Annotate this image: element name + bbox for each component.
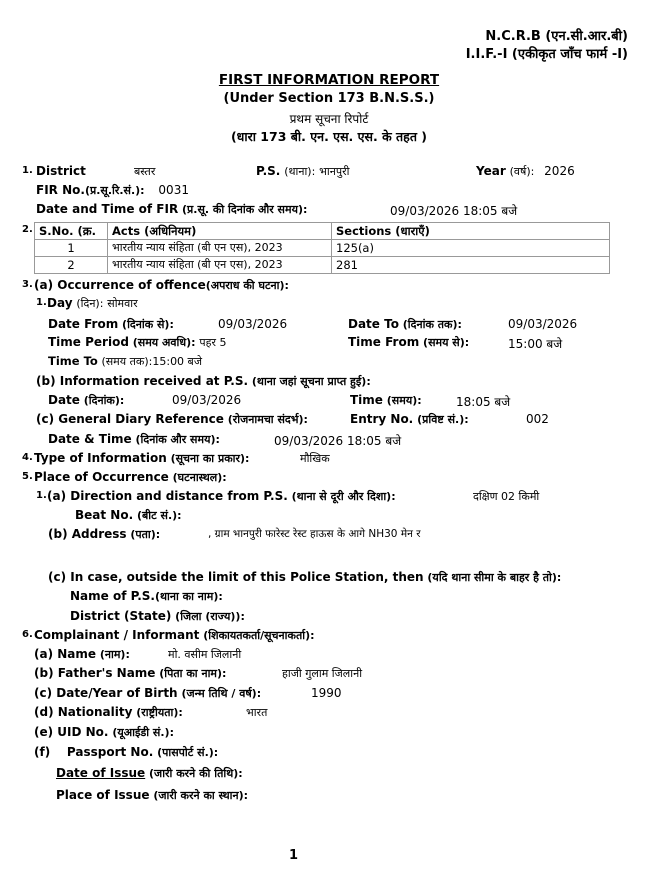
fir-datetime-field [36,202,307,217]
gd-datetime-value: 09/03/2026 18:05 बजे [274,434,402,448]
father-name-field [34,666,226,681]
beat-no-label: Beat No. [75,508,134,522]
dob-field [34,686,261,701]
time-period-value: पहर 5 [199,336,227,349]
received-date-field [48,393,124,408]
place-label: Place of Occurrence [34,470,169,484]
outside-limit-label: (c) In case, outside the limit of this Police Station, then [48,570,424,584]
passport-label: (f) Passport No. [34,745,154,759]
district-state-label-hindi: (जिला (राज्य)): [175,610,245,623]
uid-label-hindi: (यूआईडी सं.): [112,726,174,739]
date-from-label: Date From [48,317,119,331]
complainant-label: Complainant / Informant [34,628,200,642]
fir-datetime-label: Date and Time of FIR [36,202,179,216]
complainant-name-label: (a) Name [34,647,97,661]
gd-reference-label: (c) General Diary Reference [36,412,224,426]
address-label: (b) Address [48,527,127,541]
day-value: सोमवार [107,297,138,310]
sno-cell: 2 [35,257,108,274]
time-to-field [48,354,202,369]
gd-datetime-label: Date & Time [48,432,132,446]
entry-no-label-hindi: (प्रविष्ट सं.): [417,413,469,426]
district-state-field [70,609,245,624]
received-time-field [350,393,422,408]
ps-name-field [70,589,223,604]
place-heading [34,470,227,485]
fir-label: FIR No. [36,183,85,197]
complainant-name-label-hindi: (नाम): [99,648,130,661]
district-value: बस्तर [134,165,156,178]
entry-no-field [350,412,469,427]
received-date-label-hindi: (दिनांक): [83,394,125,407]
received-date-value: 09/03/2026 [172,393,242,407]
place-subnumber: 1. [36,490,47,501]
time-to-value: 15:00 बजे [152,355,202,368]
day-label-hindi: (दिन): [76,297,104,310]
district-state-label: District (State) [70,609,172,623]
place-label-hindi: (घटनास्थल): [172,471,227,484]
date-to-label: Date To [348,317,399,331]
section-4-number: 4. [22,452,33,463]
date-to-field [348,317,462,332]
fir-value: 0031 [158,183,189,197]
fir-label-hindi: (प्र.सू.रि.सं.): [84,184,145,197]
address-label-hindi: (पता): [130,528,161,541]
report-title-hindi: प्रथम सूचना रिपोर्ट [289,112,369,126]
time-period-label: Time Period [48,335,129,349]
time-period-label-hindi: (समय अवधि): [132,336,196,349]
complainant-name-value: मो. वसीम जिलानी [168,648,242,661]
gd-datetime-field [48,432,220,447]
dob-label-hindi: (जन्म तिथि / वर्ष): [181,687,262,700]
date-from-label-hindi: (दिनांक से): [122,318,174,331]
issue-place-label: Place of Issue [56,788,150,802]
occurrence-label: (a) Occurrence of offence [34,278,206,292]
day-field [47,296,138,311]
time-to-label-hindi: (समय तक): [101,355,153,368]
uid-field [34,725,174,740]
issue-date-field [56,766,243,781]
received-time-label: Time [350,393,383,407]
report-section-hindi: (धारा 173 बी. एन. एस. एस. के तहत ) [230,129,428,144]
direction-field [47,489,396,504]
info-type-value: मौखिक [300,452,330,465]
issue-place-label-hindi: (जारी करने का स्थान): [153,789,249,802]
sno-header: S.No. (क्र. [35,223,108,240]
acts-header: Acts (अधिनियम) [108,223,332,240]
dob-value: 1990 [311,686,342,700]
year-label: Year [476,164,506,178]
section-cell: 125(a) [332,240,610,257]
info-type-field [34,451,249,466]
uid-label: (e) UID No. [34,725,109,739]
time-from-label-hindi: (समय से): [423,336,470,349]
fir-number-field [36,183,189,198]
date-to-label-hindi: (दिनांक तक): [402,318,462,331]
table-row [35,240,610,257]
time-from-label: Time From [348,335,420,349]
entry-no-value: 002 [526,412,549,426]
direction-label: (a) Direction and distance from P.S. [47,489,288,503]
section-3-number: 3. [22,279,33,290]
occurrence-label-hindi: (अपराध की घटना): [205,279,289,292]
section-5-number: 5. [22,471,33,482]
info-type-label: Type of Information [34,451,167,465]
beat-no-field [75,508,182,523]
ps-label-hindi: (थाना): [284,165,316,178]
passport-label-hindi: (पासपोर्ट सं.): [157,746,219,759]
act-cell: भारतीय न्याय संहिता (बी एन एस), 2023 [108,240,332,257]
received-time-value: 18:05 बजे [456,395,511,409]
dob-label: (c) Date/Year of Birth [34,686,178,700]
nationality-label: (d) Nationality [34,705,133,719]
page-number: 1 [289,848,299,863]
report-title: FIRST INFORMATION REPORT [218,72,440,88]
complainant-label-hindi: (शिकायतकर्ता/सूचनाकर्ता): [203,629,315,642]
outside-limit-label-hindi: (यदि थाना सीमा के बाहर है तो): [427,571,562,584]
issue-place-field [56,788,248,803]
section-cell: 281 [332,257,610,274]
info-received-label-hindi: (थाना जहां सूचना प्राप्त हुई): [251,375,371,388]
nationality-field [34,705,183,720]
time-period-field [48,335,226,350]
table-header-row [35,223,610,240]
gd-reference-heading [36,412,308,427]
date-to-value: 09/03/2026 [508,317,578,331]
date-from-value: 09/03/2026 [218,317,288,331]
address-field [48,527,160,542]
ps-field [256,164,349,179]
time-from-field [348,335,469,350]
address-value: , ग्राम भानपुरी फारेस्ट रेस्ट हाऊस के आगे NH30 मेन र [208,528,421,540]
info-type-label-hindi: (सूचना का प्रकार): [170,452,250,465]
issue-date-label: Date of Issue [56,766,146,780]
ncrb-header: N.C.R.B (एन.सी.आर.बी) [485,29,628,44]
report-section: (Under Section 173 B.N.S.S.) [223,91,435,106]
gd-datetime-label-hindi: (दिनांक और समय): [135,433,220,446]
day-label: Day [47,296,73,310]
section-6-number: 6. [22,629,33,640]
section-1-number: 1. [22,165,33,176]
time-to-label: Time To [48,354,98,368]
acts-sections-table [34,222,610,274]
district-label: District [36,164,86,178]
ps-value: भानपुरी [319,165,350,178]
sections-header: Sections (धाराएँ) [332,223,610,240]
date-from-field [48,317,174,332]
ps-name-label: Name of P.S. [70,589,155,603]
time-from-value: 15:00 बजे [508,337,563,351]
received-date-label: Date [48,393,80,407]
info-received-heading [36,374,371,389]
occurrence-heading [34,278,289,293]
nationality-label-hindi: (राष्ट्रीयता): [136,706,183,719]
direction-label-hindi: (थाना से दूरी और दिशा): [291,490,396,503]
outside-limit-heading [48,570,561,585]
entry-no-label: Entry No. [350,412,414,426]
sno-cell: 1 [35,240,108,257]
fir-datetime-value: 09/03/2026 18:05 बजे [390,204,518,218]
year-value: 2026 [544,164,575,178]
info-received-label: (b) Information received at P.S. [36,374,249,388]
section-2-number: 2. [22,224,33,235]
gd-reference-label-hindi: (रोजनामचा संदर्भ): [227,413,308,426]
ps-name-label-hindi: (थाना का नाम): [154,590,223,603]
year-field [476,164,575,179]
iif-header: I.I.F.-I (एकीकृत जाँच फार्म -I) [465,47,628,62]
passport-field [34,745,218,760]
act-cell: भारतीय न्याय संहिता (बी एन एस), 2023 [108,257,332,274]
year-label-hindi: (वर्ष): [509,165,535,178]
received-time-label-hindi: (समय): [386,394,422,407]
fir-datetime-label-hindi: (प्र.सू. की दिनांक और समय): [182,203,308,216]
father-name-value: हाजी गुलाम जिलानी [282,667,363,680]
nationality-value: भारत [246,706,268,719]
father-name-label: (b) Father's Name [34,666,156,680]
day-subnumber: 1. [36,297,47,308]
direction-value: दक्षिण 02 किमी [473,490,540,503]
beat-no-label-hindi: (बीट सं.): [136,509,182,522]
father-name-label-hindi: (पिता का नाम): [159,667,227,680]
complainant-name-field [34,647,130,662]
issue-date-label-hindi: (जारी करने की तिथि): [149,767,243,780]
complainant-heading [34,628,315,643]
ps-label: P.S. [256,164,281,178]
table-row [35,257,610,274]
